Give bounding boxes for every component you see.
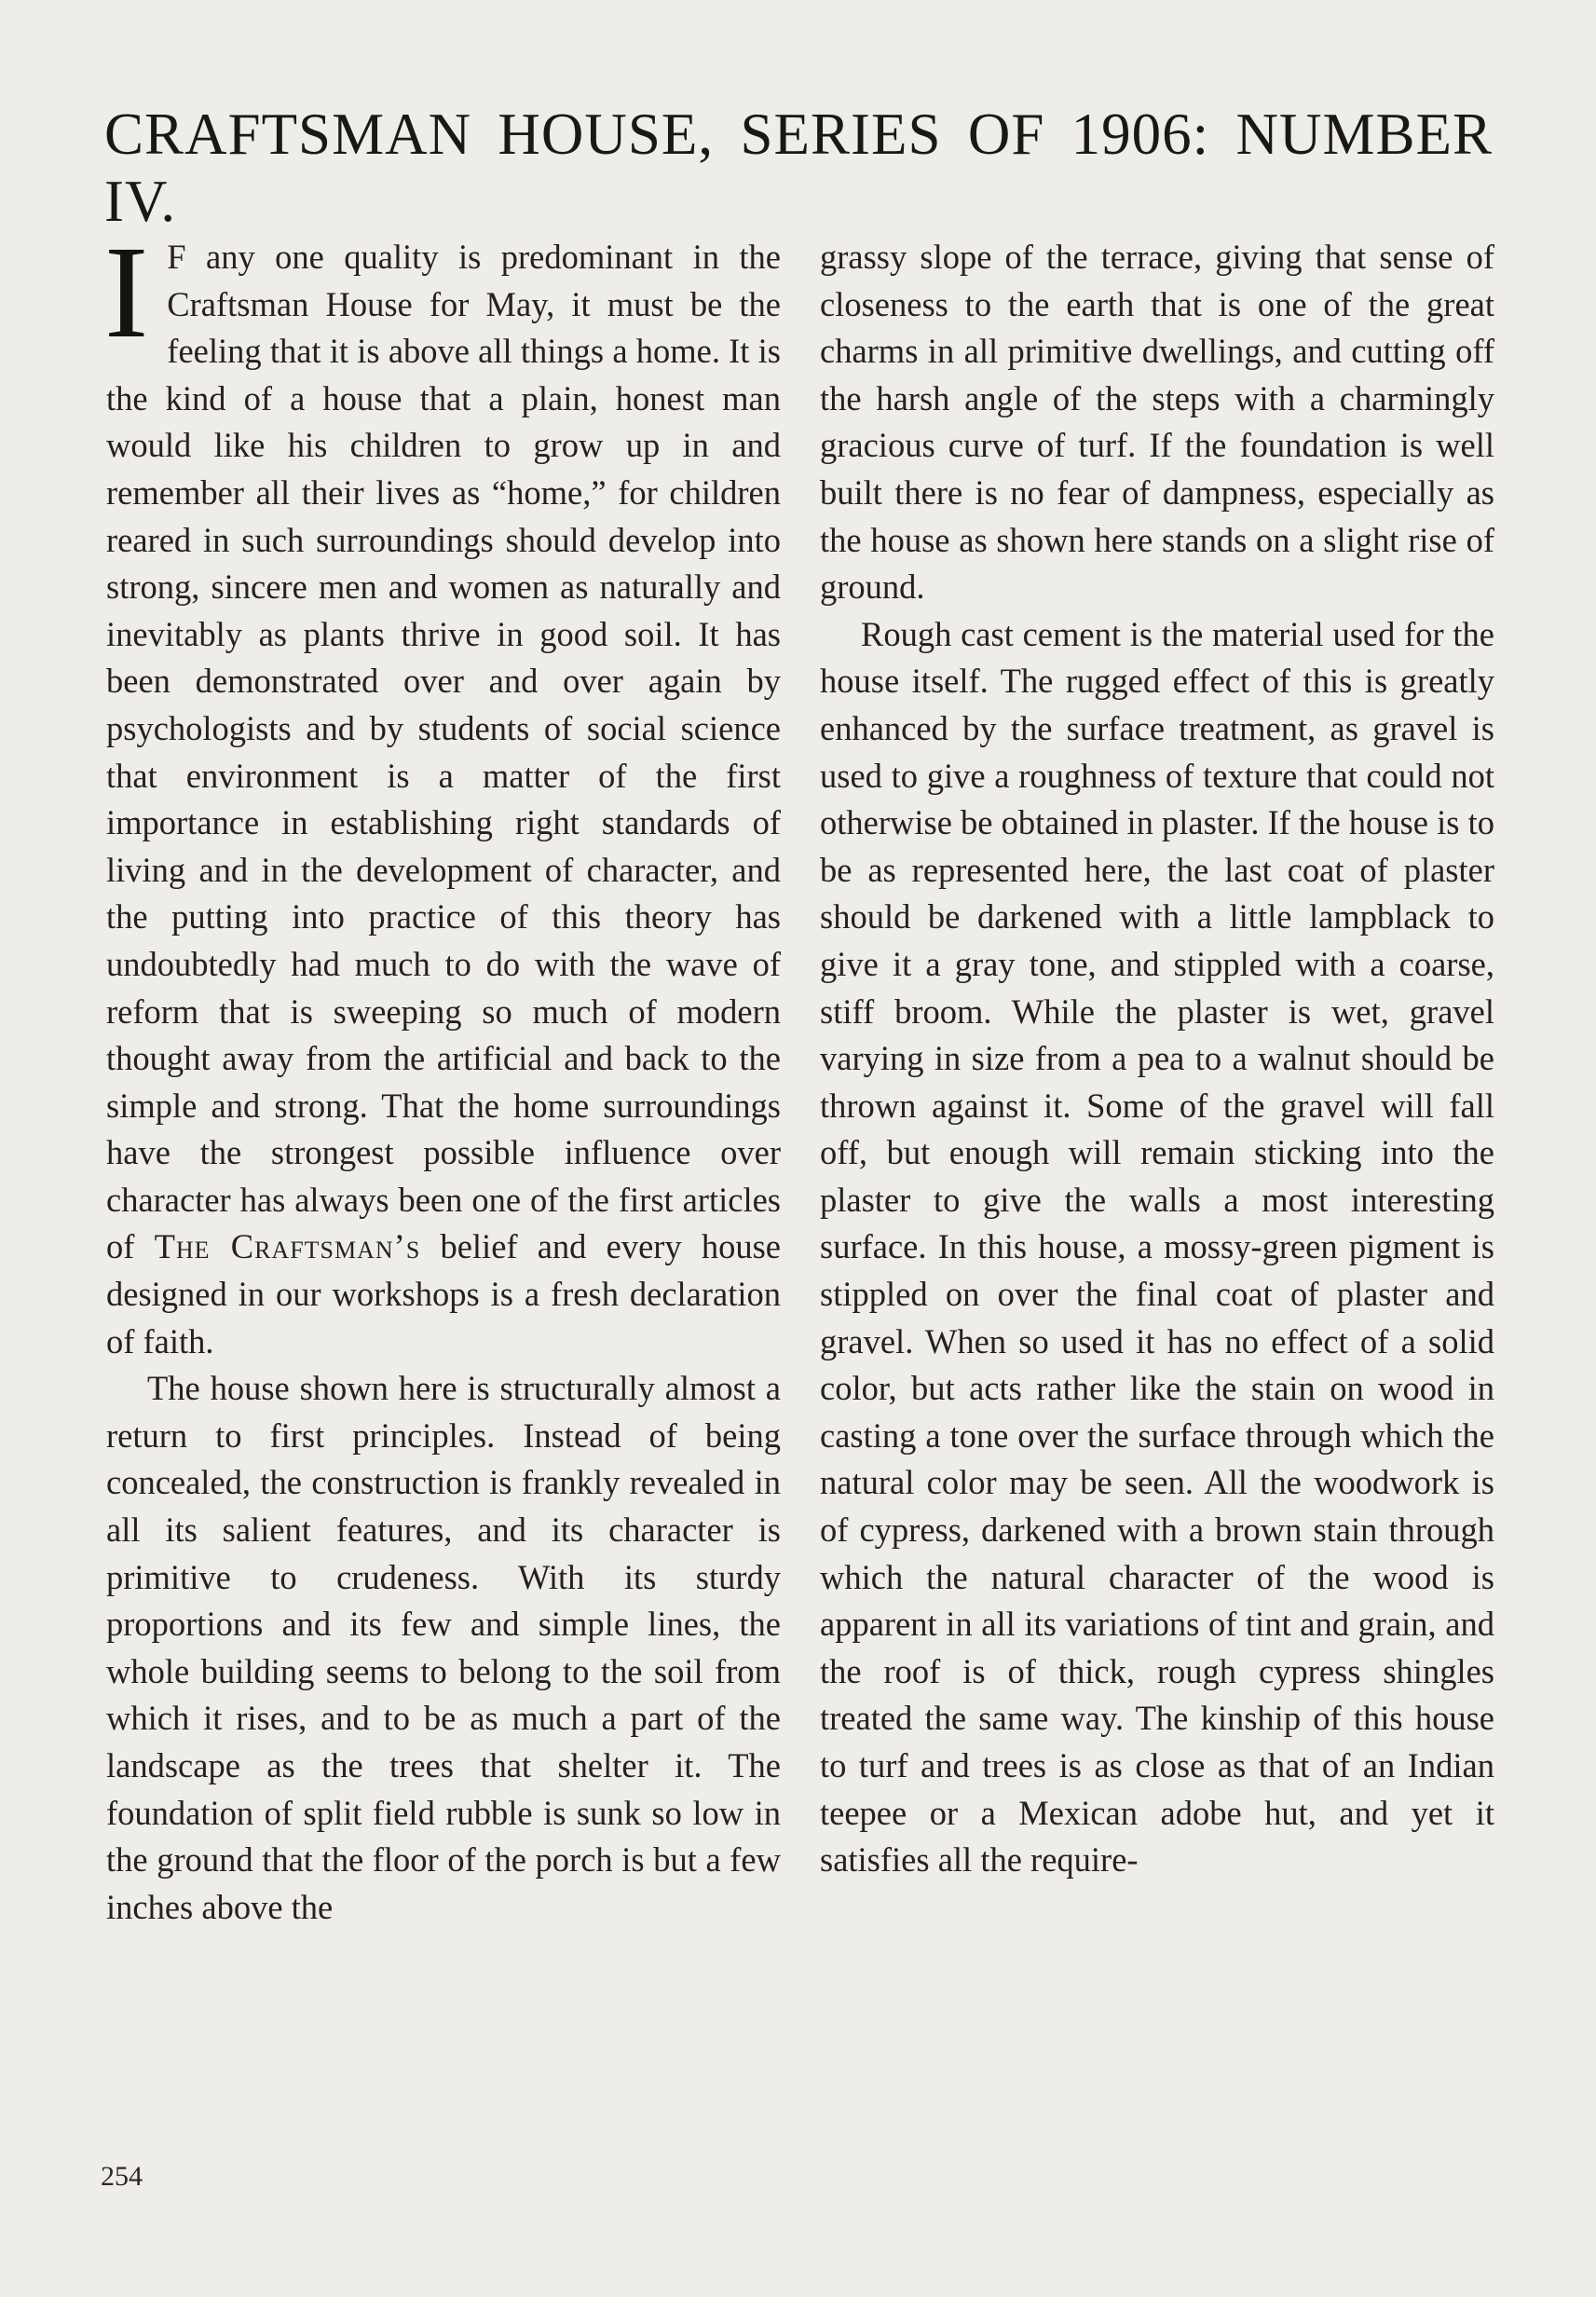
left-paragraph-1 bbox=[104, 218, 782, 1365]
page-number: 254 bbox=[101, 2161, 143, 2192]
right-paragraph-2: Rough cast cement is the material used for the house itself. The rugged effect of this is greatly enhanced by the surface treatment, as gravel is used to give a roughness of texture that could not otherwise be obtained in plaster. If the house is to be as represented here, the last coat of plaster should be darkened with a little lampblack to give it a gray tone, and stippled with a coarse, stiff broom. While the plaster is wet, gravel varying in size from a pea to a walnut should be thrown against it. Some of the gravel will fall off, but enough will remain sticking into the plaster to give the walls a most interesting surface. In this house, a mossy-green pigment is stippled on over the final coat of plaster and gravel. When so used it has no effect of a solid color, but acts rather like the stain on wood in casting a tone over the surface through which the natural color may be seen. All the woodwork is of cypress, darkened with a brown stain through which the natural character of the wood is apparent in all its variations of tint and grain, and the roof is of thick, rough cypress shingles treated the same way. The kinship of this house to turf and trees is as close as that of an Indian teepee or a Mexican adobe hut, and yet it satisfies all the require- bbox=[820, 614, 1494, 1880]
article-title: CRAFTSMAN HOUSE, SERIES OF 1906: NUMBER IV. bbox=[104, 102, 1493, 234]
right-paragraph-1: grassy slope of the terrace, giving that sense of closeness to the earth that is one of the great charms in all primitive dwellings, and cutting off the harsh angle of the steps with a charmingly gracious curve of turf. If the foundation is well built there is no fear of dampness, especially as the house as shown here stands on a slight rise of ground. bbox=[820, 238, 1494, 607]
magazine-name: The Craftsman’s bbox=[154, 1227, 421, 1266]
drop-cap: I bbox=[104, 218, 149, 365]
left-column bbox=[104, 218, 782, 1931]
right-column bbox=[820, 234, 1494, 1884]
left-paragraph-2: The house shown here is structurally almost a return to first principles. Instead of being concealed, the construction is frankly revealed in all its salient features, and its character is primitive to crudeness. With its sturdy proportions and its few and simple lines, the whole building seems to belong to the soil from which it rises, and to be as much a part of the landscape as the trees that shelter it. The foundation of split field rubble is sunk so low in the ground that the floor of the porch is but a few inches above the bbox=[106, 1369, 781, 1926]
left-paragraph-1-tail: belief and every house designed in our workshops is a fresh declaration of faith. bbox=[106, 1227, 782, 1360]
left-paragraph-1-lead: F any one quality is predominant in the Craftsman House for May, it must be the feeling that it is above all things a home. It is the kind of a house that a plain, honest man would like his children to grow up in and remember all their lives as “home,” for children reared in such surroundings should develop into strong, sincere men and women as naturally and inevitably as plants thrive in good soil. It has been demonstrated over and over again by psychologists and by students of social science that environment is a matter of the first importance in establishing right standards of living and in the development of character, and the putting into practice of this theory has undoubtedly had much to do with the wave of reform that is sweeping so much of modern thought away from the artificial and back to the simple and strong. That the home surroundings have the strongest possible influence over character has always been one of the first articles of bbox=[106, 238, 781, 1266]
